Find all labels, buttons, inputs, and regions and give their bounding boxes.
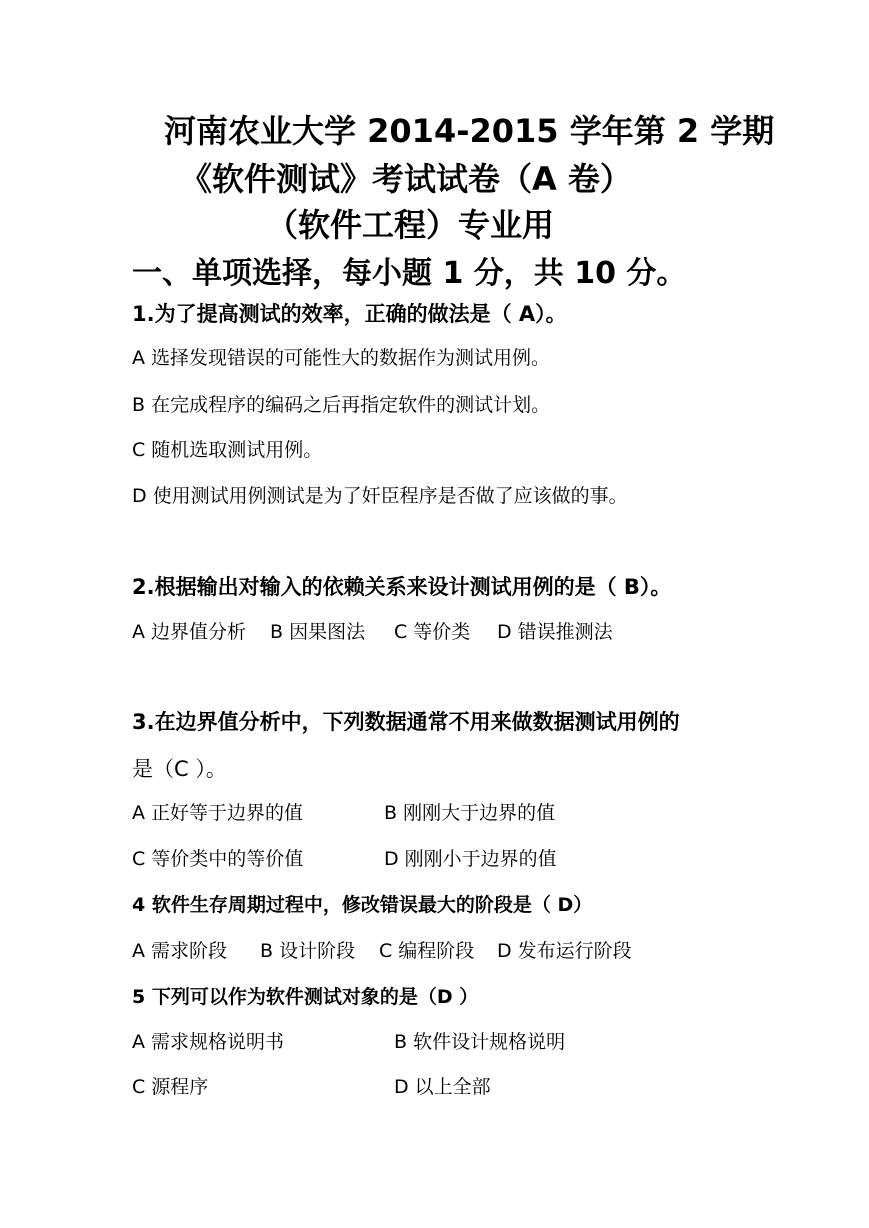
question-1-option-a: A 选择发现错误的可能性大的数据作为测试用例。 bbox=[132, 347, 551, 369]
question-5-stem: 5 下列可以作为软件测试对象的是（D ） bbox=[132, 986, 479, 1008]
question-4-option-c: C 编程阶段 bbox=[379, 940, 475, 962]
question-5-option-a: A 需求规格说明书 bbox=[132, 1031, 285, 1053]
question-3-option-a: A 正好等于边界的值 bbox=[132, 802, 304, 824]
question-3-stem-continuation: 是（C ）。 bbox=[132, 757, 227, 781]
question-3-option-d: D 刚刚小于边界的值 bbox=[384, 848, 557, 870]
question-2-option-b: B 因果图法 bbox=[270, 621, 366, 643]
question-5-option-d: D 以上全部 bbox=[394, 1076, 491, 1098]
question-3-option-b: B 刚刚大于边界的值 bbox=[384, 802, 556, 824]
question-4-option-a: A 需求阶段 bbox=[132, 940, 228, 962]
exam-title-line3: （软件工程）专业用 bbox=[266, 206, 555, 244]
question-1-option-b: B 在完成程序的编码之后再指定软件的测试计划。 bbox=[132, 394, 551, 416]
question-2-option-d: D 错误推测法 bbox=[497, 621, 613, 643]
question-1-option-d: D 使用测试用例测试是为了奸臣程序是否做了应该做的事。 bbox=[132, 485, 628, 507]
question-3-stem: 3.在边界值分析中，下列数据通常不用来做数据测试用例的 bbox=[132, 710, 680, 734]
question-4-option-d: D 发布运行阶段 bbox=[497, 940, 632, 962]
question-1-option-c: C 随机选取测试用例。 bbox=[132, 439, 323, 461]
exam-title-line1: 河南农业大学 2014-2015 学年第 2 学期 bbox=[164, 112, 775, 150]
question-5-option-c: C 源程序 bbox=[132, 1076, 209, 1098]
question-4-option-b: B 设计阶段 bbox=[260, 940, 356, 962]
section-heading: 一、单项选择，每小题 1 分，共 10 分。 bbox=[132, 256, 687, 291]
exam-title-line2: 《软件测试》考试试卷（A 卷） bbox=[180, 160, 632, 198]
question-3-option-c: C 等价类中的等价值 bbox=[132, 848, 304, 870]
question-2-stem: 2.根据输出对输入的依赖关系来设计测试用例的是（ B）。 bbox=[132, 575, 672, 599]
question-2-option-a: A 边界值分析 bbox=[132, 621, 247, 643]
question-4-stem: 4 软件生存周期过程中，修改错误最大的阶段是（ D） bbox=[132, 894, 593, 916]
question-1-stem: 1.为了提高测试的效率，正确的做法是（ A）。 bbox=[132, 302, 567, 326]
question-2-option-c: C 等价类 bbox=[394, 621, 471, 643]
question-5-option-b: B 软件设计规格说明 bbox=[394, 1031, 566, 1053]
